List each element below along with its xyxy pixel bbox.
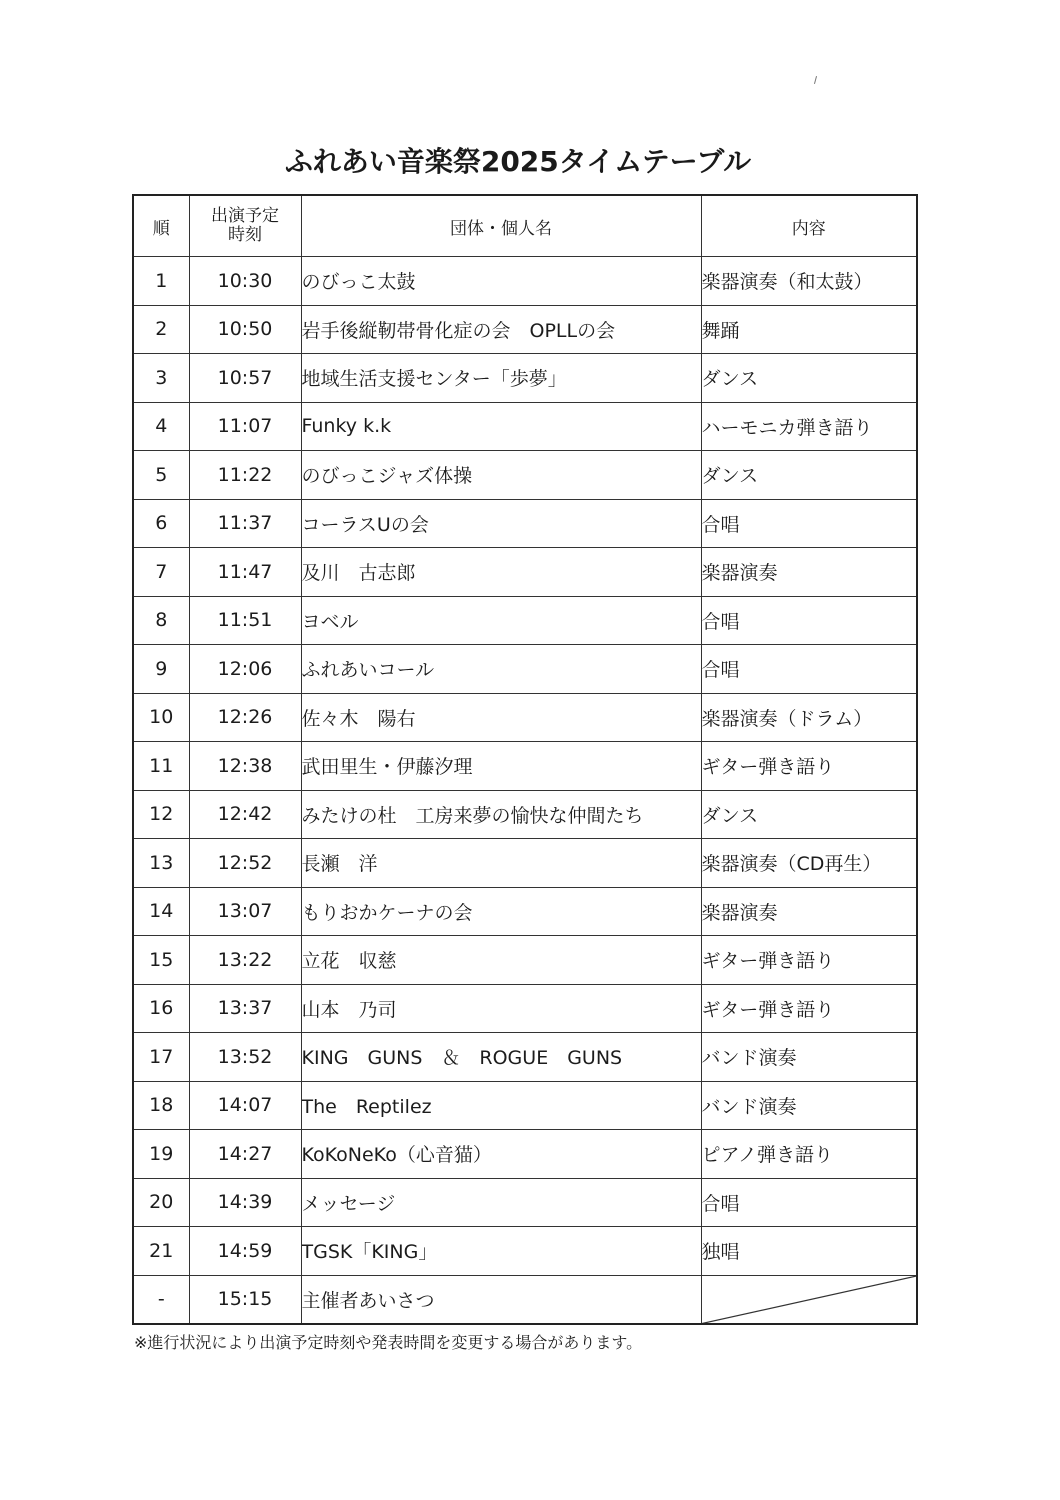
table-row xyxy=(133,548,917,597)
time-cell: 13:07 xyxy=(189,887,301,936)
order-cell: 18 xyxy=(133,1081,189,1130)
content-cell: ギター弾き語り xyxy=(701,984,917,1033)
table-row xyxy=(133,1130,917,1179)
content-cell: 楽器演奏 xyxy=(701,887,917,936)
performer-cell: 地域生活支援センター「歩夢」 xyxy=(301,354,701,403)
order-cell: 17 xyxy=(133,1033,189,1082)
time-cell: 11:22 xyxy=(189,451,301,500)
performer-cell: 山本 乃司 xyxy=(301,984,701,1033)
order-cell: 19 xyxy=(133,1130,189,1179)
content-cell: 楽器演奏（ドラム） xyxy=(701,693,917,742)
time-cell: 15:15 xyxy=(189,1275,301,1324)
content-cell: 合唱 xyxy=(701,1178,917,1227)
performer-cell: コーラスUの会 xyxy=(301,499,701,548)
content-cell: 合唱 xyxy=(701,596,917,645)
time-cell: 13:37 xyxy=(189,984,301,1033)
diagonal-strike xyxy=(702,1276,917,1324)
table-row xyxy=(133,451,917,500)
table-row xyxy=(133,1275,917,1324)
time-cell: 13:52 xyxy=(189,1033,301,1082)
time-cell: 10:57 xyxy=(189,354,301,403)
content-cell: ダンス xyxy=(701,354,917,403)
table-row xyxy=(133,257,917,306)
time-cell: 11:47 xyxy=(189,548,301,597)
order-cell: 6 xyxy=(133,499,189,548)
content-cell: 楽器演奏（CD再生） xyxy=(701,839,917,888)
header-row xyxy=(133,195,917,257)
time-cell: 14:59 xyxy=(189,1227,301,1276)
table-row xyxy=(133,790,917,839)
order-cell: 1 xyxy=(133,257,189,306)
table-row xyxy=(133,354,917,403)
time-cell: 13:22 xyxy=(189,936,301,985)
time-cell: 11:07 xyxy=(189,402,301,451)
content-cell: ダンス xyxy=(701,451,917,500)
page-title: ふれあい音楽祭2025タイムテーブル xyxy=(284,145,752,178)
time-cell: 12:52 xyxy=(189,839,301,888)
performer-cell: 武田里生・伊藤汐理 xyxy=(301,742,701,791)
performer-cell: のびっこジャズ体操 xyxy=(301,451,701,500)
time-cell: 10:30 xyxy=(189,257,301,306)
header-content: 内容 xyxy=(701,195,917,257)
time-cell: 11:51 xyxy=(189,596,301,645)
table-row xyxy=(133,645,917,694)
content-cell: ピアノ弾き語り xyxy=(701,1130,917,1179)
order-cell: 5 xyxy=(133,451,189,500)
time-cell: 12:26 xyxy=(189,693,301,742)
header-time xyxy=(189,195,301,257)
performer-cell: TGSK「KING」 xyxy=(301,1227,701,1276)
performer-cell: 主催者あいさつ xyxy=(301,1275,701,1324)
order-cell: 9 xyxy=(133,645,189,694)
table-row xyxy=(133,1227,917,1276)
order-cell: 16 xyxy=(133,984,189,1033)
timetable xyxy=(132,194,918,1325)
time-cell: 12:06 xyxy=(189,645,301,694)
order-cell: 10 xyxy=(133,693,189,742)
performer-cell: KING GUNS ＆ ROGUE GUNS xyxy=(301,1033,701,1082)
table-row xyxy=(133,984,917,1033)
header-order: 順 xyxy=(133,195,189,257)
order-cell: 4 xyxy=(133,402,189,451)
order-cell: - xyxy=(133,1275,189,1324)
order-cell: 11 xyxy=(133,742,189,791)
performer-cell: 佐々木 陽右 xyxy=(301,693,701,742)
performer-cell: The Reptilez xyxy=(301,1081,701,1130)
order-cell: 14 xyxy=(133,887,189,936)
timetable-body xyxy=(133,257,917,1325)
performer-cell: Funky k.k xyxy=(301,402,701,451)
content-cell: バンド演奏 xyxy=(701,1033,917,1082)
performer-cell: のびっこ太鼓 xyxy=(301,257,701,306)
table-row xyxy=(133,742,917,791)
time-cell: 11:37 xyxy=(189,499,301,548)
content-cell: ギター弾き語り xyxy=(701,742,917,791)
footnote: ※進行状況により出演予定時刻や発表時間を変更する場合があります。 xyxy=(134,1333,643,1352)
content-cell: 舞踊 xyxy=(701,305,917,354)
table-row xyxy=(133,693,917,742)
table-row xyxy=(133,887,917,936)
order-cell: 21 xyxy=(133,1227,189,1276)
time-cell: 14:27 xyxy=(189,1130,301,1179)
performer-cell: 長瀬 洋 xyxy=(301,839,701,888)
content-cell: ダンス xyxy=(701,790,917,839)
content-cell xyxy=(701,1275,917,1324)
header-name: 団体・個人名 xyxy=(301,195,701,257)
performer-cell: KoKoNeKo（心音猫） xyxy=(301,1130,701,1179)
table-row xyxy=(133,305,917,354)
order-cell: 15 xyxy=(133,936,189,985)
time-cell: 12:38 xyxy=(189,742,301,791)
table-row xyxy=(133,839,917,888)
performer-cell: もりおかケーナの会 xyxy=(301,887,701,936)
order-cell: 13 xyxy=(133,839,189,888)
table-row xyxy=(133,936,917,985)
time-cell: 10:50 xyxy=(189,305,301,354)
content-cell: ギター弾き語り xyxy=(701,936,917,985)
time-cell: 12:42 xyxy=(189,790,301,839)
content-cell: 合唱 xyxy=(701,499,917,548)
table-row xyxy=(133,1033,917,1082)
order-cell: 7 xyxy=(133,548,189,597)
table-row xyxy=(133,596,917,645)
performer-cell: ヨベル xyxy=(301,596,701,645)
order-cell: 8 xyxy=(133,596,189,645)
performer-cell: 及川 古志郎 xyxy=(301,548,701,597)
performer-cell: 岩手後縦靭帯骨化症の会 OPLLの会 xyxy=(301,305,701,354)
time-cell: 14:07 xyxy=(189,1081,301,1130)
performer-cell: みたけの杜 工房来夢の愉快な仲間たち xyxy=(301,790,701,839)
table-row xyxy=(133,499,917,548)
order-cell: 3 xyxy=(133,354,189,403)
content-cell: 独唱 xyxy=(701,1227,917,1276)
performer-cell: メッセージ xyxy=(301,1178,701,1227)
order-cell: 12 xyxy=(133,790,189,839)
table-row xyxy=(133,1081,917,1130)
content-cell: ハーモニカ弾き語り xyxy=(701,402,917,451)
header-time-label: 出演予定 時刻 xyxy=(211,206,279,245)
content-cell: 合唱 xyxy=(701,645,917,694)
order-cell: 2 xyxy=(133,305,189,354)
table-row xyxy=(133,1178,917,1227)
performer-cell: 立花 収慈 xyxy=(301,936,701,985)
performer-cell: ふれあいコール xyxy=(301,645,701,694)
content-cell: 楽器演奏（和太鼓） xyxy=(701,257,917,306)
scan-mark xyxy=(814,76,817,84)
table-row xyxy=(133,402,917,451)
order-cell: 20 xyxy=(133,1178,189,1227)
time-cell: 14:39 xyxy=(189,1178,301,1227)
content-cell: バンド演奏 xyxy=(701,1081,917,1130)
content-cell: 楽器演奏 xyxy=(701,548,917,597)
